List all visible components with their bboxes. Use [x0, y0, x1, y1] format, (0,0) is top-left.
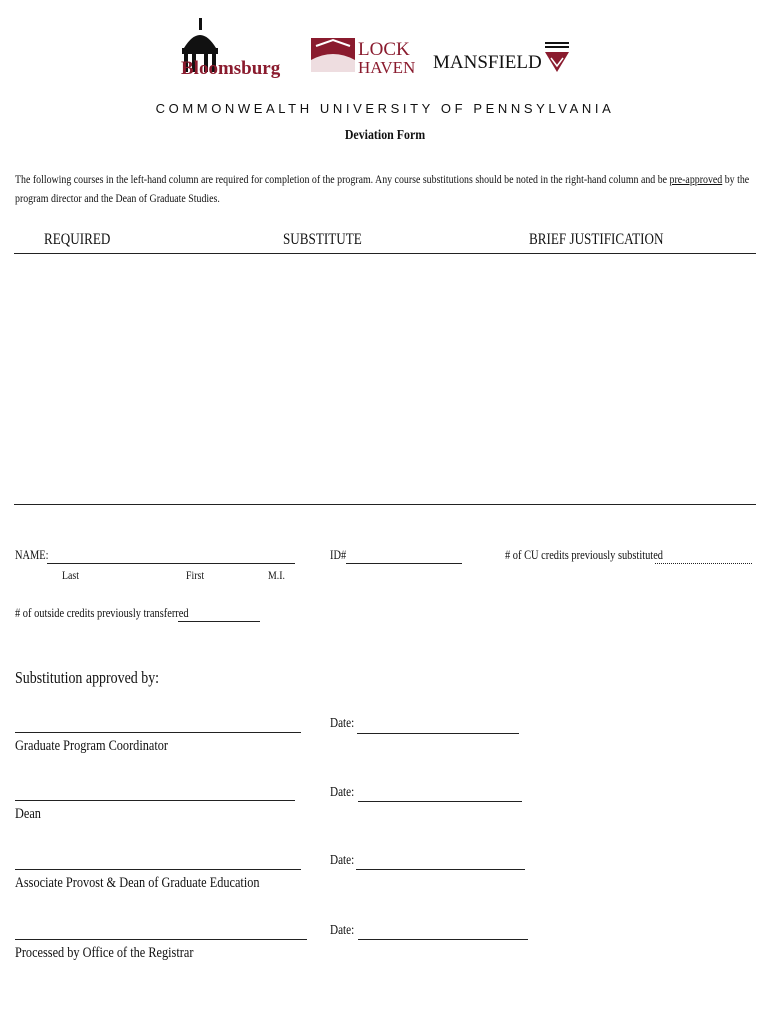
cu-credits-label: # of CU credits previously substituted [505, 547, 664, 562]
table-header-rule [14, 253, 756, 254]
dean-signature-line[interactable] [15, 800, 295, 801]
coordinator-date-label: Date: [330, 716, 355, 731]
logo-bar [0, 8, 770, 88]
cu-credits-field[interactable] [655, 563, 752, 564]
provost-date-field[interactable] [356, 869, 525, 870]
pre-approved-text: pre-approved [669, 174, 723, 186]
name-mi-label: M.I. [268, 568, 285, 582]
intro-text: The following courses in the left-hand column are required for completion of the program. Any course substitutions should be noted in the right-hand column and be [15, 174, 670, 186]
provost-signature-line[interactable] [15, 869, 301, 870]
coordinator-signature-line[interactable] [15, 732, 301, 733]
table-bottom-rule [14, 504, 756, 505]
column-substitute: SUBSTITUTE [283, 231, 362, 248]
mansfield-logo [433, 42, 569, 73]
coordinator-date-field[interactable] [357, 733, 519, 734]
mansfield-wordmark: MANSFIELD [433, 52, 542, 73]
dean-date-field[interactable] [358, 801, 522, 802]
page-title: Deviation Form [344, 128, 426, 143]
name-field[interactable] [47, 563, 295, 564]
id-field[interactable] [346, 563, 462, 564]
registrar-signature-line[interactable] [15, 939, 307, 940]
id-label: ID# [330, 547, 347, 562]
registrar-title: Processed by Office of the Registrar [15, 945, 194, 961]
lock-haven-logo [311, 38, 415, 77]
registrar-date-field[interactable] [358, 939, 528, 940]
lock-haven-top: LOCK [358, 39, 410, 60]
name-label: NAME: [15, 547, 49, 562]
course-entry-area[interactable] [14, 256, 756, 502]
registrar-date-label: Date: [330, 923, 355, 938]
column-justification: BRIEF JUSTIFICATION [529, 231, 664, 248]
lock-haven-bottom: HAVEN [358, 58, 416, 77]
intro-paragraph [15, 171, 750, 209]
dean-title: Dean [15, 806, 41, 822]
name-last-label: Last [62, 568, 79, 582]
provost-date-label: Date: [330, 853, 355, 868]
dean-date-label: Date: [330, 785, 355, 800]
bloomsburg-wordmark: Bloomsburg [181, 58, 281, 79]
intro-line-1 [15, 171, 750, 190]
intro-text-end: by the [722, 174, 750, 186]
university-logos [0, 8, 770, 88]
name-first-label: First [186, 568, 205, 582]
coordinator-title: Graduate Program Coordinator [15, 738, 169, 754]
approval-heading: Substitution approved by: [15, 668, 160, 687]
provost-title: Associate Provost & Dean of Graduate Education [15, 875, 260, 891]
outside-credits-label: # of outside credits previously transferred [15, 605, 189, 620]
bloomsburg-logo [181, 18, 281, 79]
intro-line-2: program director and the Dean of Graduate Studies. [15, 193, 220, 205]
university-subtitle: COMMONWEALTH UNIVERSITY OF PENNSYLVANIA [155, 101, 615, 116]
column-required: REQUIRED [44, 231, 111, 248]
outside-credits-field[interactable] [178, 621, 260, 622]
